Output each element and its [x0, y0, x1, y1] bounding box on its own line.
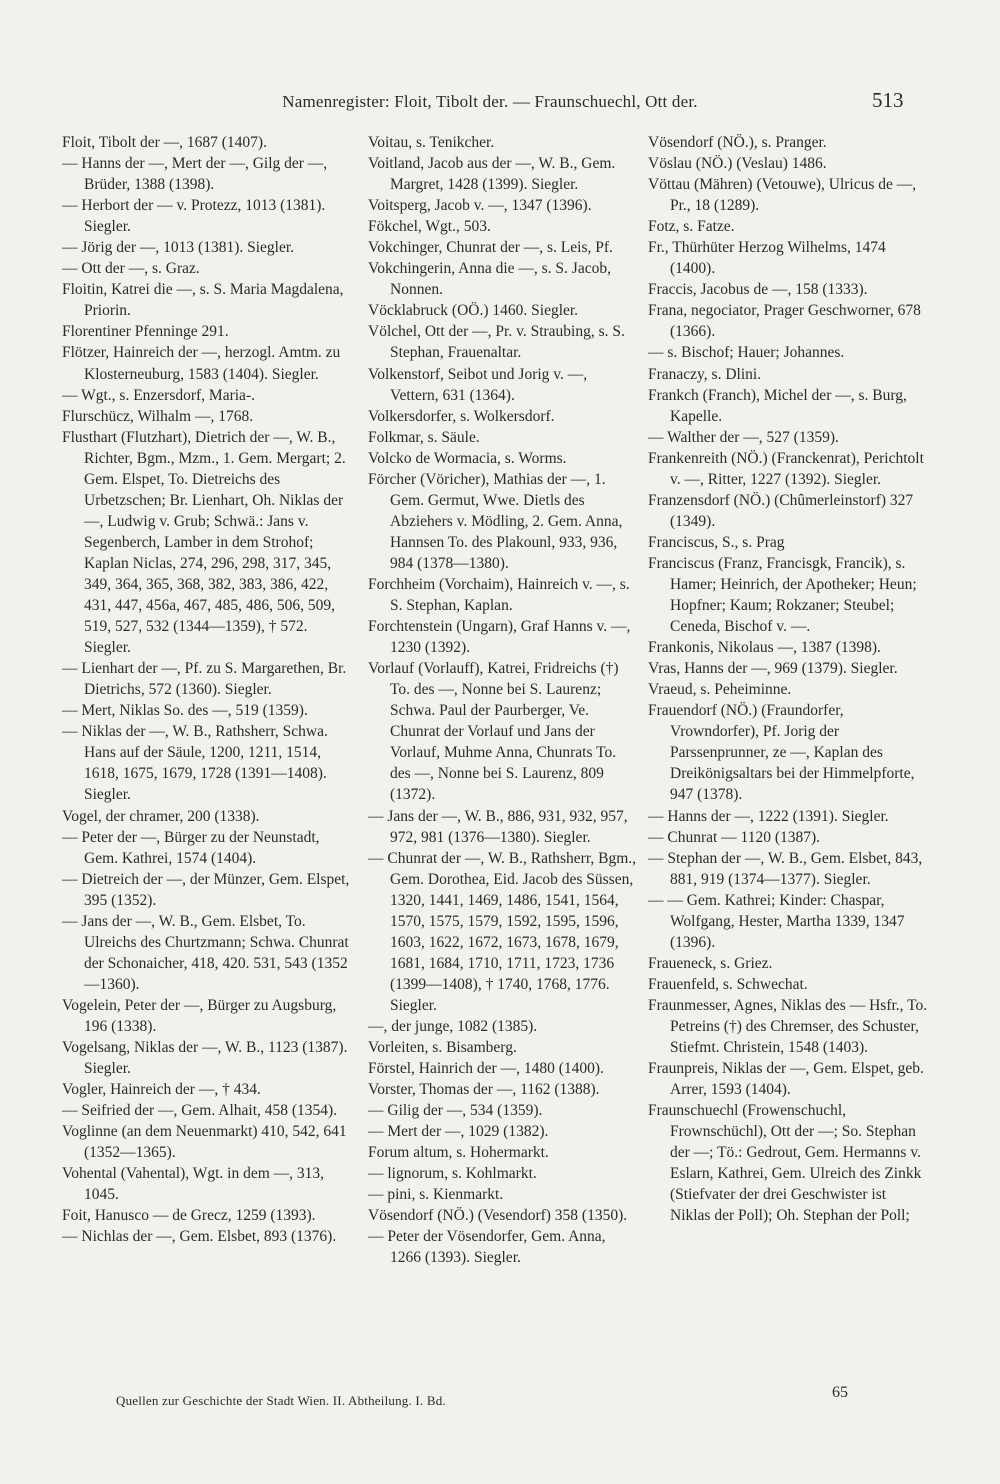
index-entry: — Wgt., s. Enzersdorf, Maria-.: [62, 386, 255, 404]
index-entry: — Jörig der —, 1013 (1381). Siegler.: [62, 239, 295, 257]
index-entry: Flusthart (Flutzhart), Dietrich der —, W. B., Richter, Bgm., Mzm., 1. Gem. Mergart; 2. Gem. Elspet, To. Dietreichs des Urbetzschen; Br. Lienhart, Oh. Niklas der —, Ludwig v. Grub; Schwä.: Jans v. Segenberch, Lamber in dem Strohof; Kaplan Niclas, 274, 296, 298, 317, 345, 349, 364, 365, 368, 382, 383, 386, 422, 431, 447, 456a, 467, 485, 486, 506, 509, 519, 527, 532 (1344—1359), † 572. Siegler.: [62, 428, 346, 657]
index-entry: —, der junge, 1082 (1385).: [368, 1017, 538, 1035]
index-entry: Foit, Hanusco — de Grecz, 1259 (1393).: [62, 1207, 316, 1225]
index-entry: Forchheim (Vorchaim), Hainreich v. —, s. S. Stephan, Kaplan.: [368, 575, 630, 615]
index-entry: Völchel, Ott der —, Pr. v. Straubing, s. S. Stephan, Frauenaltar.: [368, 323, 625, 362]
index-entry: Franciscus, S., s. Prag: [648, 533, 785, 551]
index-entry: — Chunrat — 1120 (1387).: [648, 828, 821, 846]
index-entry: — Dietreich der —, der Münzer, Gem. Elspet, 395 (1352).: [62, 870, 350, 909]
index-entry: — Peter der Vösendorfer, Gem. Anna, 1266 (1393). Siegler.: [368, 1228, 606, 1267]
index-entry: Vras, Hanns der —, 969 (1379). Siegler.: [648, 660, 898, 678]
index-entry: — Lienhart der —, Pf. zu S. Margarethen, Br. Dietrichs, 572 (1360). Siegler.: [62, 660, 347, 699]
index-entry: Franzensdorf (NÖ.) (Chûmerleinstorf) 327 (1349).: [648, 491, 914, 530]
index-entry: Vogelsang, Niklas der —, W. B., 1123 (1387). Siegler.: [62, 1039, 348, 1078]
index-entry: Fökchel, Wgt., 503.: [368, 218, 491, 236]
index-entry: Folkmar, s. Säule.: [368, 428, 480, 446]
index-entry: Volkenstorf, Seibot und Jorig v. —, Vettern, 631 (1364).: [368, 365, 588, 404]
index-entry: Vorster, Thomas der —, 1162 (1388).: [368, 1081, 600, 1099]
index-entry: — Walther der —, 527 (1359).: [648, 428, 839, 446]
page-number: 513: [872, 88, 904, 112]
index-entry: Volcko de Wormacia, s. Worms.: [368, 449, 567, 467]
index-entry: Fraccis, Jacobus de —, 158 (1333).: [648, 281, 868, 299]
index-entry: — Mert, Niklas So. des —, 519 (1359).: [62, 702, 308, 720]
index-entry: Voitland, Jacob aus der —, W. B., Gem. Margret, 1428 (1399). Siegler.: [368, 155, 616, 194]
index-entry: Franaczy, s. Dlini.: [648, 365, 762, 383]
index-entry: — Jans der —, W. B., 886, 931, 932, 957, 972, 981 (1376—1380). Siegler.: [368, 807, 628, 846]
index-entry: Forchtenstein (Ungarn), Graf Hanns v. —, 1230 (1392).: [368, 618, 631, 657]
index-entry: Vöcklabruck (OÖ.) 1460. Siegler.: [368, 302, 579, 320]
index-entry: — Nichlas der —, Gem. Elsbet, 893 (1376).: [62, 1228, 337, 1246]
index-entry: — Niklas der —, W. B., Rathsherr, Schwa. Hans auf der Säule, 1200, 1211, 1514, 1618, 1675, 1679, 1728 (1391—1408). Siegler.: [62, 723, 328, 804]
index-entry: Franciscus (Franz, Francisgk, Francik), s. Hamer; Heinrich, der Apotheker; Heun; Hopfner; Kaum; Rokzaner; Steubel; Ceneda, Bischof v. —.: [648, 554, 917, 636]
index-entry: — Herbort der — v. Protezz, 1013 (1381). Siegler.: [62, 197, 326, 236]
index-entry: — Peter der —, Bürger zu der Neunstadt, Gem. Kathrei, 1574 (1404).: [62, 828, 320, 867]
index-entry: Frankenreith (NÖ.) (Franckenrat), Perichtolt v. —, Ritter, 1227 (1392). Siegler.: [648, 449, 924, 488]
index-entry: Vogler, Hainreich der —, † 434.: [62, 1081, 261, 1099]
index-entry: Frankch (Franch), Michel der —, s. Burg, Kapelle.: [648, 386, 907, 425]
index-entry: — Gilig der —, 534 (1359).: [368, 1102, 543, 1120]
index-entry: — Chunrat der —, W. B., Rathsherr, Bgm., Gem. Dorothea, Eid. Jacob des Süssen, 1320, 1441, 1469, 1486, 1541, 1564, 1570, 1575, 1579, 1592, 1595, 1596, 1603, 1622, 1672, 1673, 1678, 1679, 1681, 1684, 1710, 1711, 1723, 1736 (1399—1408), † 1740, 1768, 1776. Siegler.: [368, 849, 637, 1014]
footer-source: Quellen zur Geschichte der Stadt Wien. II. Abtheilung. I. Bd.: [116, 1393, 446, 1408]
index-entry: Vöslau (NÖ.) (Veslau) 1486.: [648, 155, 827, 173]
index-entry: Vraeud, s. Peheiminne.: [648, 681, 792, 699]
index-entry: Vokchingerin, Anna die —, s. S. Jacob, Nonnen.: [368, 260, 611, 299]
index-entry: Fotz, s. Fatze.: [648, 218, 735, 236]
index-entry: Voitau, s. Tenikcher.: [368, 134, 495, 151]
index-entry: Vokchinger, Chunrat der —, s. Leis, Pf.: [368, 239, 613, 257]
index-entry: Frauendorf (NÖ.) (Fraundorfer, Vrowndorfer), Pf. Jorig der Parssenprunner, ze —, Kaplan des Dreikönigsaltars bei der Himmelpforte, 947 (1378).: [648, 702, 915, 804]
index-entry: Fraunpreis, Niklas der —, Gem. Elspet, geb. Arrer, 1593 (1404).: [648, 1060, 924, 1099]
index-entry: — Ott der —, s. Graz.: [62, 260, 200, 278]
index-entry: — Hanns der —, Mert der —, Gilg der —, Brüder, 1388 (1398).: [62, 155, 328, 194]
index-entry: Floit, Tibolt der —, 1687 (1407).: [62, 134, 267, 151]
signature-mark: 65: [832, 1384, 848, 1401]
index-entry: Voglinne (an dem Neuenmarkt) 410, 542, 641 (1352—1365).: [62, 1123, 347, 1162]
index-entry: Fr., Thürhüter Herzog Wilhelms, 1474 (1400).: [648, 239, 886, 278]
index-entry: — Hanns der —, 1222 (1391). Siegler.: [648, 807, 889, 825]
index-entry: — — Gem. Kathrei; Kinder: Chaspar, Wolfgang, Hester, Martha 1339, 1347 (1396).: [648, 891, 905, 951]
index-entry: Vorleiten, s. Bisamberg.: [368, 1039, 517, 1057]
index-entry: — Mert der —, 1029 (1382).: [368, 1123, 549, 1141]
index-entry: Floitin, Katrei die —, s. S. Maria Magdalena, Priorin.: [62, 281, 344, 320]
index-entry: Fraunmesser, Agnes, Niklas des — Hsfr., To. Petreins (†) des Chremser, des Schuster, Stiefmt. Christein, 1548 (1403).: [648, 996, 928, 1057]
index-entry: — Seifried der —, Gem. Alhait, 458 (1354).: [62, 1102, 338, 1120]
index-entry: Förcher (Vöricher), Mathias der —, 1. Gem. Germut, Wwe. Dietls des Abziehers v. Mödling, 2. Gem. Anna, Hannsen To. des Plakounl, 933, 936, 984 (1378—1380).: [368, 470, 623, 572]
index-column-1: [62, 132, 352, 1247]
index-entry: Vöttau (Mähren) (Vetouwe), Ulricus de —, Pr., 18 (1289).: [648, 176, 917, 215]
index-entry: Vogelein, Peter der —, Bürger zu Augsburg, 196 (1338).: [62, 996, 337, 1035]
index-entry: — pini, s. Kienmarkt.: [368, 1186, 504, 1204]
index-entry: — Stephan der —, W. B., Gem. Elsbet, 843, 881, 919 (1374—1377). Siegler.: [648, 849, 923, 888]
index-entry: Förstel, Hainrich der —, 1480 (1400).: [368, 1060, 604, 1078]
index-entry: — s. Bischof; Hauer; Johannes.: [648, 344, 845, 362]
index-entry: Flurschücz, Wilhalm —, 1768.: [62, 407, 254, 425]
index-entry: Vösendorf (NÖ.), s. Pranger.: [648, 134, 827, 151]
index-entry: Florentiner Pfenninge 291.: [62, 323, 229, 341]
index-entry: Voitsperg, Jacob v. —, 1347 (1396).: [368, 197, 592, 215]
index-entry: Volkersdorfer, s. Wolkersdorf.: [368, 407, 555, 425]
index-entry: Vogel, der chramer, 200 (1338).: [62, 807, 260, 825]
index-entry: Frauenfeld, s. Schwechat.: [648, 975, 808, 993]
index-entry: Fraueneck, s. Griez.: [648, 954, 773, 972]
index-entry: — Jans der —, W. B., Gem. Elsbet, To. Ulreichs des Churtzmann; Schwa. Chunrat der Schonaicher, 418, 420. 531, 543 (1352—1360).: [62, 912, 349, 993]
index-entry: Vösendorf (NÖ.) (Vesendorf) 358 (1350).: [368, 1207, 628, 1225]
index-column-2: [368, 132, 638, 1269]
index-entry: Vohental (Vahental), Wgt. in dem —, 313, 1045.: [62, 1165, 325, 1204]
index-entry: — lignorum, s. Kohlmarkt.: [368, 1165, 537, 1183]
index-entry: Flötzer, Hainreich der —, herzogl. Amtm. zu Klosterneuburg, 1583 (1404). Siegler.: [62, 344, 341, 383]
index-column-3: [648, 132, 928, 1226]
index-entry: Vorlauf (Vorlauff), Katrei, Fridreichs (†) To. des —, Nonne bei S. Laurenz; Schwa. Paul der Paurberger, Ve. Chunrat der Vorlauf und Jans der Vorlauf, Muhme Anna, Chunrats To. des —, Nonne bei S. Laurenz, 809 (1372).: [368, 660, 619, 804]
index-entry: Forum altum, s. Hohermarkt.: [368, 1144, 549, 1162]
index-entry: Fraunschuechl (Frowenschuchl, Frownschüchl), Ott der —; So. Stephan der —; Tö.: Gedrout, Gem. Hermanns v. Eslarn, Kathrei, Gem. Ulreich des Zinkk (Stiefvater der drei Geschwister ist Niklas der Poll); Oh. Stephan der Poll;: [648, 1102, 922, 1225]
index-entry: Frana, negociator, Prager Geschworner, 678 (1366).: [648, 302, 921, 341]
index-entry: Frankonis, Nikolaus —, 1387 (1398).: [648, 639, 881, 657]
running-header: Namenregister: Floit, Tibolt der. — Fraunschuechl, Ott der.: [282, 92, 698, 111]
